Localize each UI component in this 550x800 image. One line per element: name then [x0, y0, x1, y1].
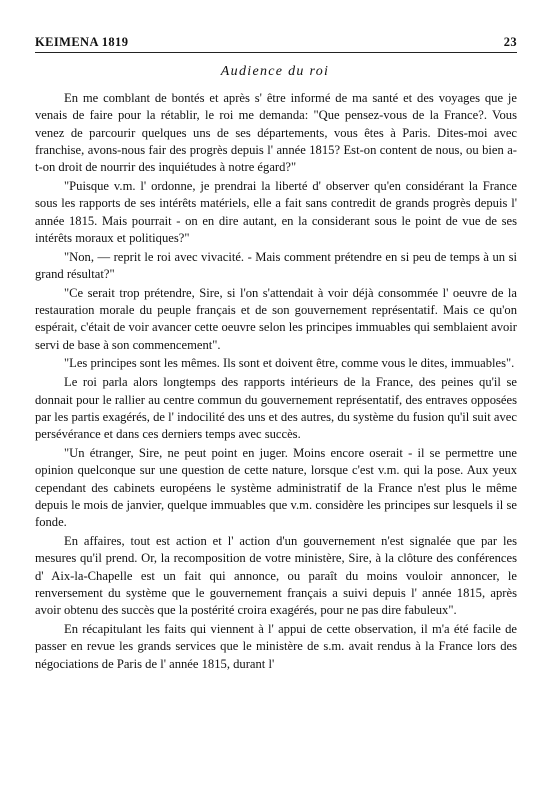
- running-title: KEIMENA 1819: [35, 35, 129, 49]
- paragraph: "Ce serait trop prétendre, Sire, si l'on s'attendait à voir déjà consommée l' oeuvre de la restauration morale du peuple français et de son gouvernement représentatif. Mais ce qu'on espérait, c'était de voir avancer cette oeuvre selon les principes immuables qui semblaient avoir servi de base à son commencement".: [35, 285, 517, 352]
- paragraph: En affaires, tout est action et l' action d'un gouvernement n'est signalée que par les mesures qu'il prend. Or, la recomposition de votre ministère, Sire, à la clôture des conférences d' Aix-la-Chapelle est un fait qui annonce, ou paraît du moins vouloir annoncer, le renversement du système que le gouvernement français a suivi depuis l' année 1815, après avoir obtenu des succès que la postérité croira exagérés, pour ne pas dire fabuleux".: [35, 533, 517, 618]
- paragraph: En récapitulant les faits qui viennent à l' appui de cette observation, il m'a été facile de passer en revue les grands services que le ministère de s.m. avait rendus à la France lors des négociations de Paris de l' année 1815, durant l': [35, 621, 517, 671]
- page-number: 23: [503, 35, 517, 49]
- paragraph: "Non, — reprit le roi avec vivacité. - Mais comment prétendre en si peu de temps à un si grand résultat?": [35, 249, 517, 281]
- running-header: [35, 30, 517, 53]
- paragraph: "Un étranger, Sire, ne peut point en juger. Moins encore oserait - il se permettre une opinion quelconque sur une question de cette nature, lorsque c'est v.m. qui la pose. Aux yeux cependant des cabinets européens le système administratif de la France n'est plus le même depuis le mois de janvier, quelque immuables que v.m. considère les principes sur lesquels il se fonde.: [35, 445, 517, 530]
- paragraph: "Les principes sont les mêmes. Ils sont et doivent être, comme vous le dites, immuables".: [64, 356, 515, 371]
- section-title: Audience du roi: [220, 64, 330, 79]
- body-text: [35, 90, 517, 674]
- paragraph: "Puisque v.m. l' ordonne, je prendrai la liberté d' observer qu'en considérant la France sous les rapports de ses intérêts matériels, elle a fait sans contredit de grands progrès depuis l' année 1815. Mais pourrait - on en dire autant, en la considerant sous le point de vue de ses intérêts moraux et politiques?": [35, 178, 517, 245]
- paragraph: En me comblant de bontés et après s' être informé de ma santé et des voyages que je venais de faire pour la rétablir, le roi me demanda: "Que pensez-vous de la France?. Vous venez de parcourir quelques uns de ses départements, vous êtes à Paris. Dites-moi avec franchise, avons-nous fair des progrès depuis l' année 1815? Est-on content de nous, ou bien a-t-on droit de nourrir des inquiétudes à notre égard?": [35, 91, 517, 175]
- paragraph: Le roi parla alors longtemps des rapports intérieurs de la France, des peines qu'il se donnait pour le rallier au centre commun du gouvernement représentatif, des entraves opposées par les partis exagérés, de l' indocilité des uns et des autres, du système du fusion qu'il suit avec persévérance et dans ces derniers temps avec succès.: [35, 375, 517, 442]
